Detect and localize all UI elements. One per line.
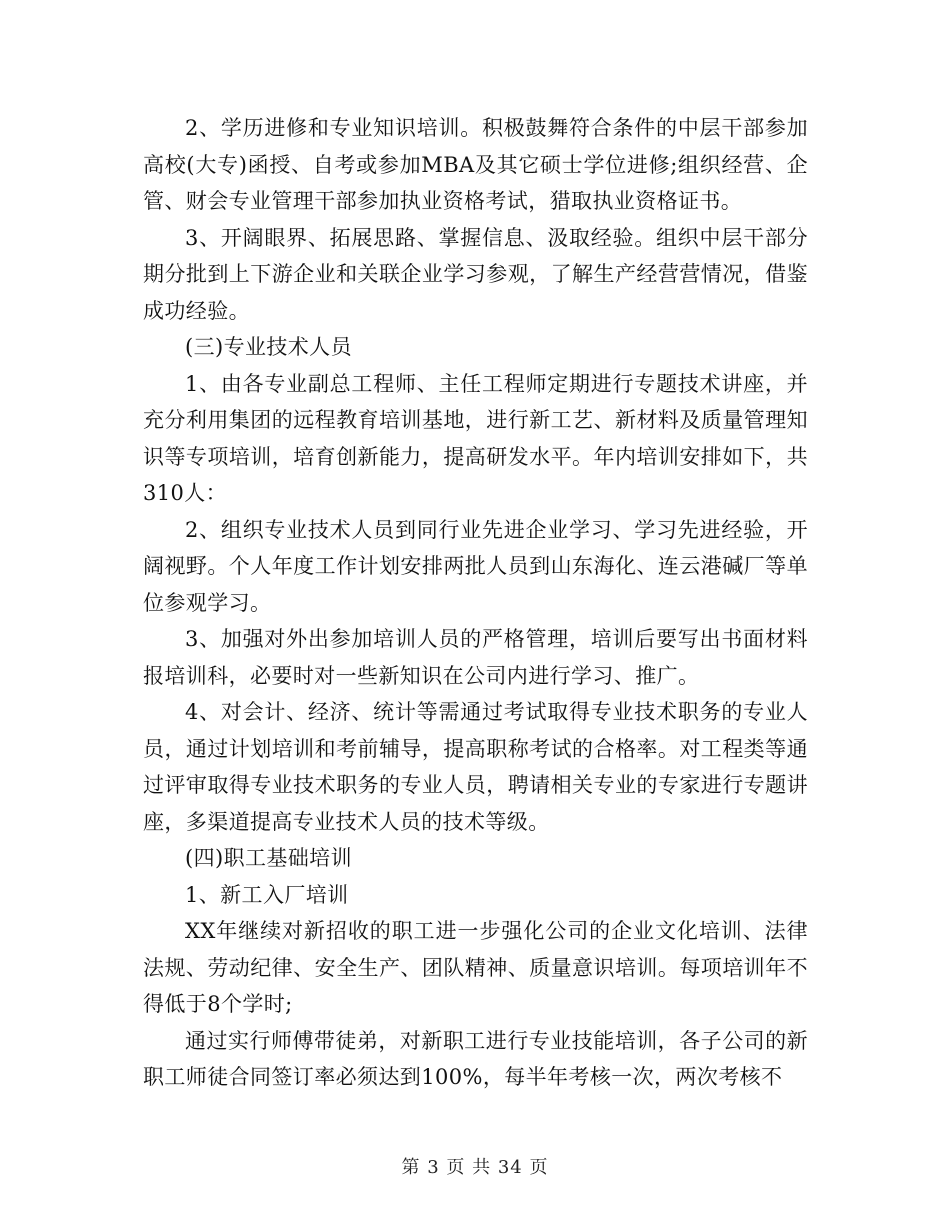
paragraph: 3、加强对外出参加培训人员的严格管理，培训后要写出书面材料报培训科，必要时对一些新知识在公司内进行学习、推广。 [143, 627, 808, 688]
paragraph: 3、开阔眼界、拓展思路、掌握信息、汲取经验。组织中层干部分期分批到上下游企业和关联企业学习参观，了解生产经营营情况，借鉴成功经验。 [143, 225, 808, 323]
paragraph: 通过实行师傅带徒弟，对新职工进行专业技能培训，各子公司的新职工师徒合同签订率必须达到100%，每半年考核一次，两次考核不 [143, 1028, 808, 1089]
subsection-heading: 1、新工入厂培训 [185, 882, 349, 907]
paragraph: 4、对会计、经济、统计等需通过考试取得专业技术职务的专业人员，通过计划培训和考前辅导，提高职称考试的合格率。对工程类等通过评审取得专业技术职务的专业人员，聘请相关专业的专家进行专题讲座，多渠道提高专业技术人员的技术等级。 [143, 700, 808, 834]
paragraph: 1、由各专业副总工程师、主任工程师定期进行专题技术讲座，并充分利用集团的远程教育培训基地，进行新工艺、新材料及质量管理知识等专项培训，培育创新能力，提高研发水平。年内培训安排如下，共310人： [143, 371, 808, 505]
paragraph: 2、学历进修和专业知识培训。积极鼓舞符合条件的中层干部参加高校(大专)函授、自考或参加MBA及其它硕士学位进修;组织经营、企管、财会专业管理干部参加执业资格考试，猎取执业资格证书。 [143, 116, 808, 213]
paragraph: XX年继续对新招收的职工进一步强化公司的企业文化培训、法律法规、劳动纪律、安全生产、团队精神、质量意识培训。每项培训年不得低于8个学时; [143, 919, 808, 1016]
paragraph: 2、组织专业技术人员到同行业先进企业学习、学习先进经验，开阔视野。个人年度工作计划安排两批人员到山东海化、连云港碱厂等单位参观学习。 [143, 517, 808, 615]
section-heading: (三)专业技术人员 [185, 335, 352, 359]
page-number-footer: 第 3 页 共 34 页 [401, 1157, 549, 1178]
section-heading: (四)职工基础培训 [185, 846, 352, 870]
document-body [143, 110, 808, 1096]
